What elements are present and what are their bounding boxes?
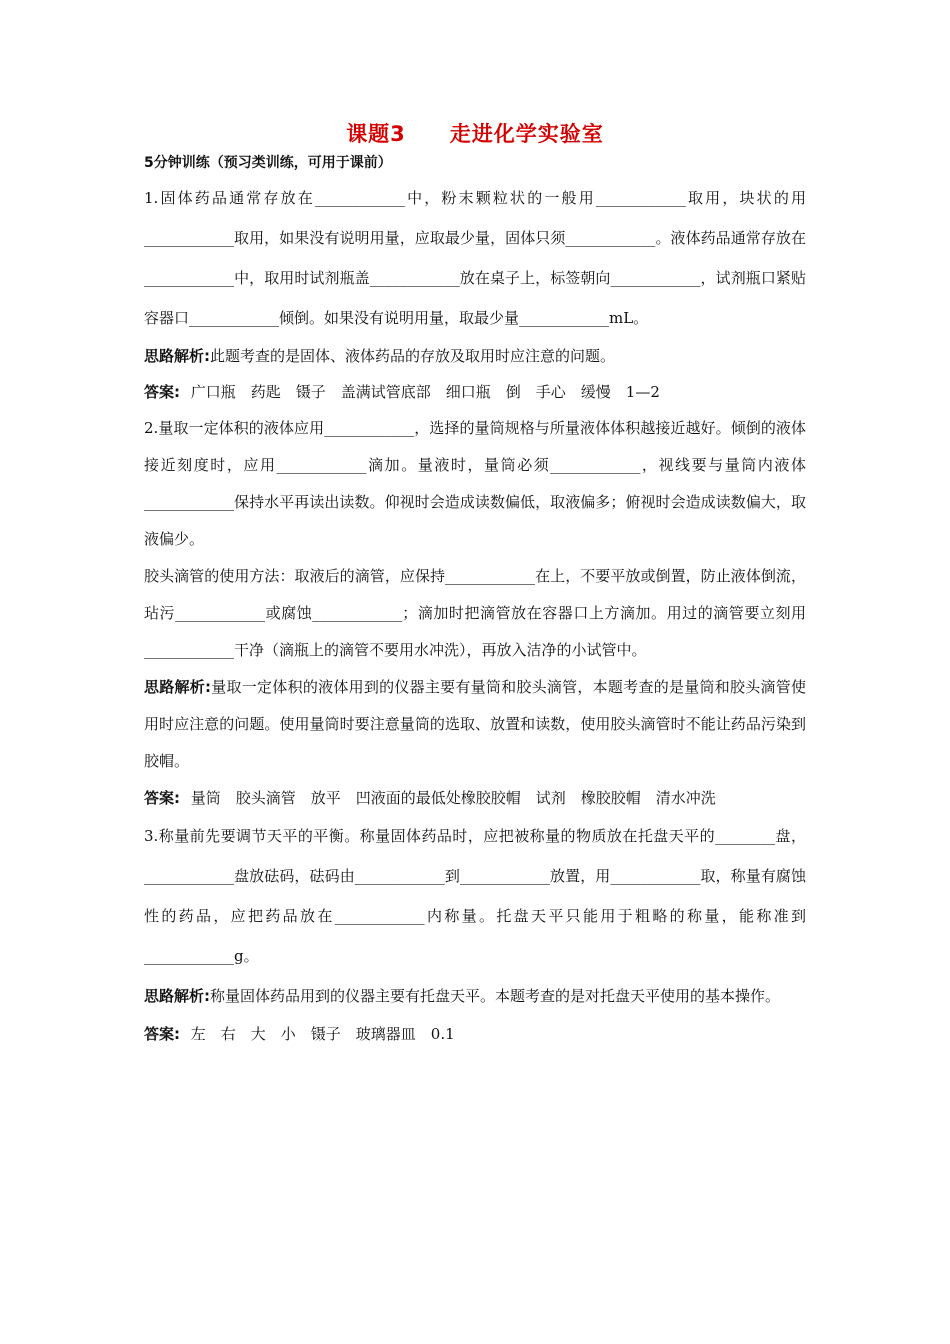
answer-text: 左 右 大 小 镊子 玻璃器皿 0.1 — [190, 1025, 455, 1043]
answer-label: 答案: — [144, 383, 180, 401]
analysis-label: 思路解析: — [144, 987, 210, 1005]
question-1-answer — [144, 374, 806, 410]
question-3-analysis — [144, 976, 806, 1016]
question-2-answer — [144, 780, 806, 816]
question-3-text: 3.称量前先要调节天平的平衡。称量固体药品时，应把被称量的物质放在托盘天平的________盘，____________盘放砝码，砝码由____________到____________放置，用____________取，称量有腐蚀性的药品，应把药品放在____________内称量。托盘天平只能用于粗略的称量，能称准到____________g。 — [144, 827, 806, 965]
analysis-text: 量取一定体积的液体用到的仪器主要有量筒和胶头滴管，本题考查的是量筒和胶头滴管使用时应注意的问题。使用量筒时要注意量筒的选取、放置和读数，使用胶头滴管时不能让药品污染到胶帽。 — [144, 678, 806, 770]
question-2-text-a: 2.量取一定体积的液体应用____________，选择的量筒规格与所量液体体积越接近越好。倾倒的液体接近刻度时，应用____________滴加。量液时，量筒必须____________，视线要与量筒内液体____________保持水平再读出读数。仰视时会造成读数偏低，取液偏多；俯视时会造成读数偏大，取液偏少。 — [144, 419, 806, 548]
analysis-label: 思路解析: — [144, 347, 210, 365]
question-1-text: 1.固体药品通常存放在____________中，粉末颗粒状的一般用____________取用，块状的用____________取用，如果没有说明用量，应取最少量，固体只须____________。液体药品通常存放在____________中，取用时试剂瓶盖____________放在桌子上，标签朝向____________，试剂瓶口紧贴容器口____________倾倒。如果没有说明用量，取最少量____________mL。 — [144, 189, 806, 327]
question-2-text-b: 胶头滴管的使用方法：取液后的滴管，应保持____________在上，不要平放或倒置，防止液体倒流，玷污____________或腐蚀____________；滴加时把滴管放在容器口上方滴加。用过的滴管要立刻用____________干净（滴瓶上的滴管不要用水冲洗），再放入洁净的小试管中。 — [144, 567, 806, 659]
document-page — [144, 118, 806, 1052]
analysis-text: 此题考查的是固体、液体药品的存放及取用时应注意的问题。 — [210, 347, 616, 365]
page-title: 课题3 走进化学实验室 — [346, 122, 604, 146]
answer-text: 量筒 胶头滴管 放平 凹液面的最低处橡胶胶帽 试剂 橡胶胶帽 清水冲洗 — [190, 789, 716, 807]
question-2-analysis — [144, 669, 806, 780]
answer-label: 答案: — [144, 1025, 180, 1043]
section-subtitle: 5分钟训练（预习类训练，可用于课前） — [144, 155, 392, 171]
analysis-label: 思路解析: — [144, 678, 212, 696]
analysis-text: 称量固体药品用到的仪器主要有托盘天平。本题考查的是对托盘天平使用的基本操作。 — [210, 987, 781, 1005]
answer-text: 广口瓶 药匙 镊子 盖满试管底部 细口瓶 倒 手心 缓慢 1—2 — [190, 383, 660, 401]
question-3-answer — [144, 1016, 806, 1052]
question-1-analysis — [144, 338, 806, 374]
answer-label: 答案: — [144, 789, 180, 807]
